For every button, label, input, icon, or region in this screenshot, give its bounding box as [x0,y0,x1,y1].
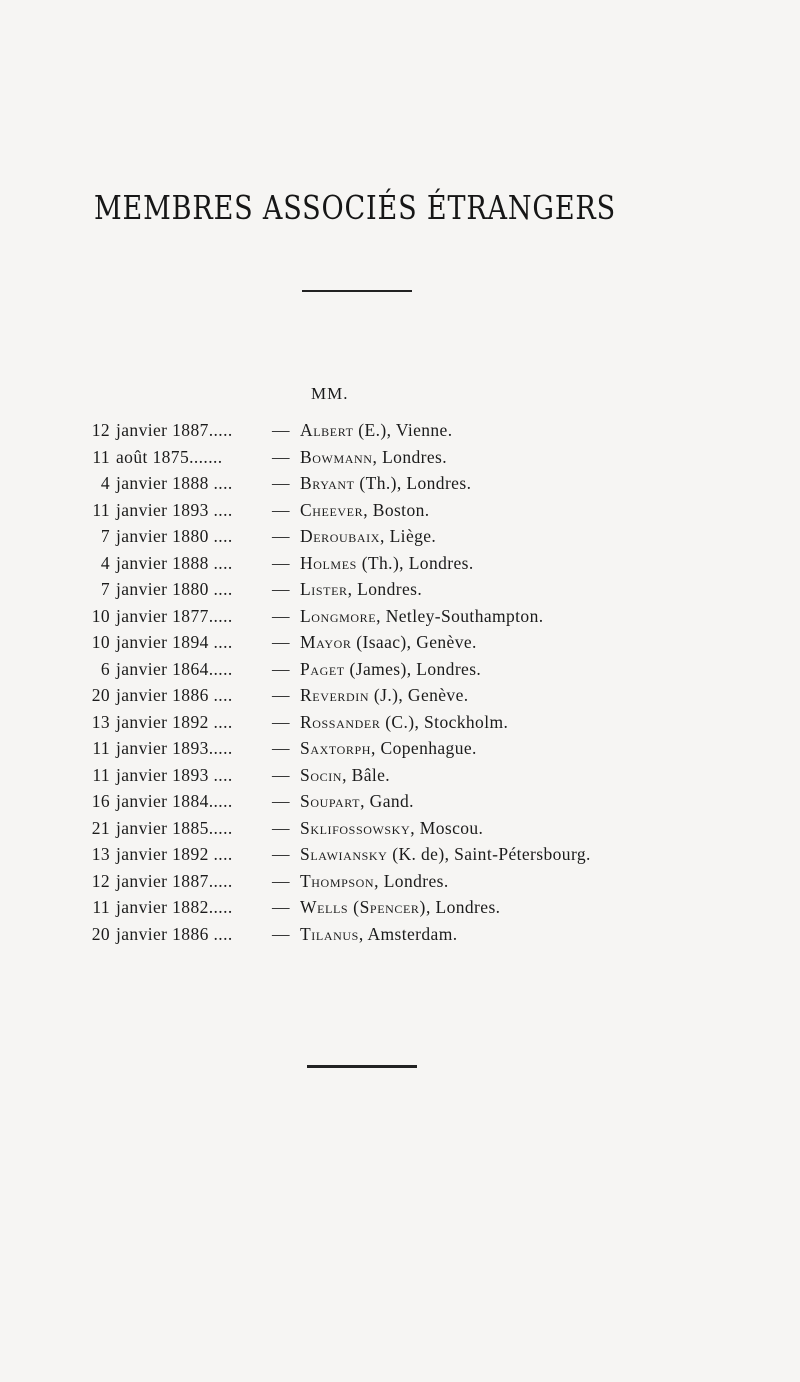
member-surname: Lister [300,579,348,599]
member-day: 6 [100,658,110,679]
member-row [0,553,800,580]
dash-separator: — [272,738,290,758]
member-surname: Reverdin [300,685,370,705]
member-location: , Amsterdam. [358,923,458,944]
dash-separator: — [272,923,290,944]
member-surname: Rossander [300,711,381,732]
member-row [0,473,800,500]
member-day: 20 [91,923,110,944]
member-surname: Mayor [300,632,352,652]
list-heading: MM. [311,384,349,403]
member-date: janvier 1888 .... [116,473,233,493]
member-location: , Gand. [360,791,414,811]
member-location: , Bâle. [342,764,391,785]
member-day: 13 [91,844,110,864]
member-day: 7 [100,579,110,599]
member-row [0,871,800,898]
member-surname: Tilanus [300,923,359,944]
member-row [0,579,800,606]
member-list [0,420,800,950]
member-row [0,791,800,818]
member-date: janvier 1864..... [116,658,233,679]
member-date: janvier 1893 .... [116,499,233,520]
member-date: janvier 1888 .... [116,552,233,573]
member-date: janvier 1892 .... [116,844,233,864]
member-surname: Bryant [300,473,355,493]
member-name [300,765,390,786]
member-row [0,500,800,527]
member-day: 13 [91,711,110,732]
member-name [300,897,500,918]
member-surname: Socin [300,764,343,785]
member-day: 12 [91,420,110,440]
dash-separator: — [272,605,290,626]
member-location: (E.), Vienne. [353,420,453,440]
member-location: , Londres. [372,446,448,467]
member-date: janvier 1880 .... [116,579,233,599]
member-day: 10 [91,605,110,626]
member-surname: Thompson [300,870,375,891]
top-divider [302,290,412,292]
member-location: (Th.), Londres. [356,552,474,573]
member-location: (K. de), Saint-Pétersbourg. [387,844,591,864]
member-day: 11 [92,897,110,917]
dash-separator: — [272,844,290,864]
member-row [0,818,800,845]
member-surname: Paget [300,658,345,679]
member-date: janvier 1886 .... [116,923,233,944]
member-date: janvier 1882..... [116,897,233,917]
member-name [300,659,481,680]
member-location: (Th.), Londres. [354,473,472,493]
member-surname: Cheever [300,499,364,520]
member-name [300,500,430,521]
member-day: 7 [100,526,110,546]
member-day: 20 [91,685,110,705]
member-surname: Longmore [300,605,377,626]
dash-separator: — [272,420,290,440]
member-name [300,844,591,865]
member-row [0,606,800,633]
dash-separator: — [272,499,290,520]
member-surname: Wells (Spencer) [300,897,426,917]
dash-separator: — [272,711,290,732]
member-location: , Copenhague. [371,738,477,758]
member-surname: Sklifossowsky [300,817,411,838]
member-surname: Bowmann [300,446,373,467]
member-date: janvier 1892 .... [116,711,233,732]
member-location: , Boston. [363,499,430,520]
page-title: MEMBRES ASSOCIÉS ÉTRANGERS [94,188,616,227]
member-surname: Slawiansky [300,844,388,864]
dash-separator: — [272,473,290,493]
dash-separator: — [272,685,290,705]
dash-separator: — [272,446,290,467]
member-date: janvier 1893..... [116,738,233,758]
member-surname: Soupart [300,791,361,811]
member-date: janvier 1887..... [116,870,233,891]
member-row [0,738,800,765]
member-row [0,632,800,659]
member-name [300,526,436,547]
member-day: 4 [100,473,110,493]
member-name [300,871,449,892]
member-surname: Saxtorph [300,738,371,758]
member-surname: Albert [300,420,354,440]
member-location: , Moscou. [410,817,484,838]
member-location: , Londres. [347,579,423,599]
member-date: août 1875....... [116,446,223,467]
dash-separator: — [272,632,290,652]
member-row [0,685,800,712]
member-row [0,765,800,792]
member-day: 12 [91,870,110,891]
member-row [0,447,800,474]
member-location: (Isaac), Genève. [351,632,477,652]
member-day: 10 [91,632,110,652]
dash-separator: — [272,658,290,679]
member-name [300,685,469,706]
member-name [300,818,483,839]
dash-separator: — [272,526,290,546]
dash-separator: — [272,552,290,573]
member-name [300,420,453,441]
member-location: (J.), Genève. [369,685,469,705]
member-day: 11 [92,499,110,520]
member-day: 16 [91,791,110,811]
member-row [0,924,800,951]
member-row [0,420,800,447]
dash-separator: — [272,870,290,891]
member-location: (C.), Stockholm. [380,711,509,732]
dash-separator: — [272,764,290,785]
member-name [300,447,447,468]
member-date: janvier 1877..... [116,605,233,626]
member-location: , Londres. [374,870,449,891]
member-location: (James), Londres. [344,658,482,679]
dash-separator: — [272,897,290,917]
member-name [300,791,414,812]
member-location: , Liège. [380,526,437,546]
member-row [0,897,800,924]
member-row [0,526,800,553]
member-name [300,553,474,574]
member-row [0,844,800,871]
member-day: 4 [100,552,110,573]
member-date: janvier 1887..... [116,420,233,440]
member-date: janvier 1886 .... [116,685,233,705]
member-name [300,738,477,759]
member-name [300,606,544,627]
member-name [300,579,422,600]
member-location: , Netley-Southampton. [376,605,544,626]
member-surname: Holmes [300,552,357,573]
member-day: 11 [92,738,110,758]
member-name [300,712,508,733]
member-location: , Londres. [425,897,501,917]
member-name [300,924,458,945]
member-name [300,473,471,494]
member-date: janvier 1880 .... [116,526,233,546]
member-row [0,659,800,686]
member-row [0,712,800,739]
dash-separator: — [272,791,290,811]
member-date: janvier 1893 .... [116,764,233,785]
bottom-divider [307,1065,417,1068]
member-day: 21 [91,817,110,838]
member-day: 11 [92,446,110,467]
member-date: janvier 1894 .... [116,632,233,652]
dash-separator: — [272,579,290,599]
member-date: janvier 1885..... [116,817,233,838]
member-date: janvier 1884..... [116,791,233,811]
member-name [300,632,477,653]
dash-separator: — [272,817,290,838]
member-day: 11 [92,764,110,785]
member-surname: Deroubaix [300,526,381,546]
